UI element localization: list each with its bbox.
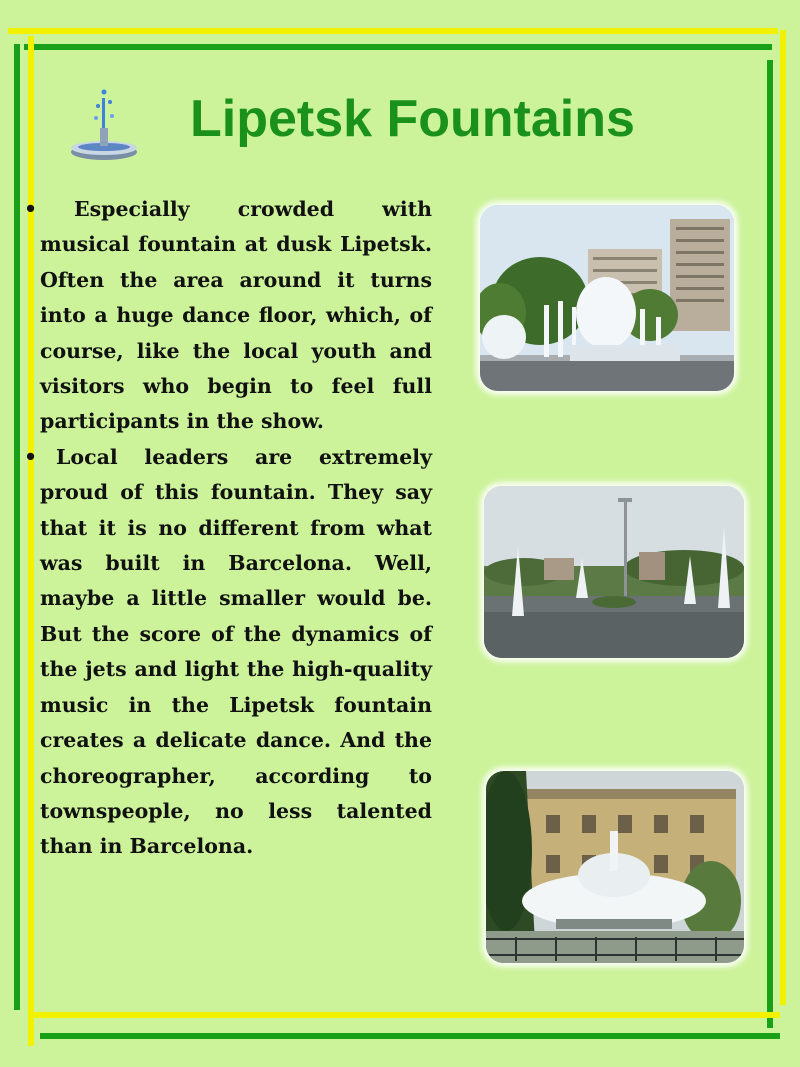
bullet-2: • <box>24 444 38 469</box>
bottom-border-yellow <box>30 1012 780 1018</box>
bottom-border-green <box>40 1033 780 1039</box>
paragraph-1-text: Especially crowded with musical fountain at dusk Lipetsk. Often the area around it turns into a huge dance floor, which, of course, like the local youth and visitors who begin to feel full participants in the show. <box>40 197 432 434</box>
photo-tiered-fountain <box>486 771 744 963</box>
body-text <box>24 192 432 865</box>
photo-dome-fountain <box>480 205 734 391</box>
paragraph-2 <box>24 440 432 865</box>
paragraph-2-text: Local leaders are extremely proud of this fountain. They say that it is no different from what was built in Barcelona. Well, maybe a little smaller would be. But the score of the dynamics of the jets and light the high-quality music in the Lipetsk fountain creates a delicate dance. And the choreographer, according to townspeople, no less talented than in Barcelona. <box>40 444 432 859</box>
top-border-green <box>24 44 772 50</box>
bullet-1: • <box>24 197 38 221</box>
paragraph-1 <box>24 192 432 440</box>
fountain-icon <box>68 82 140 164</box>
page-title: Lipetsk Fountains <box>190 90 635 148</box>
photo-lake-fountains <box>484 486 744 658</box>
left-border-green <box>14 44 20 1010</box>
right-border-yellow <box>780 30 786 1005</box>
right-border-green <box>767 60 773 1028</box>
top-border-yellow <box>8 28 778 34</box>
